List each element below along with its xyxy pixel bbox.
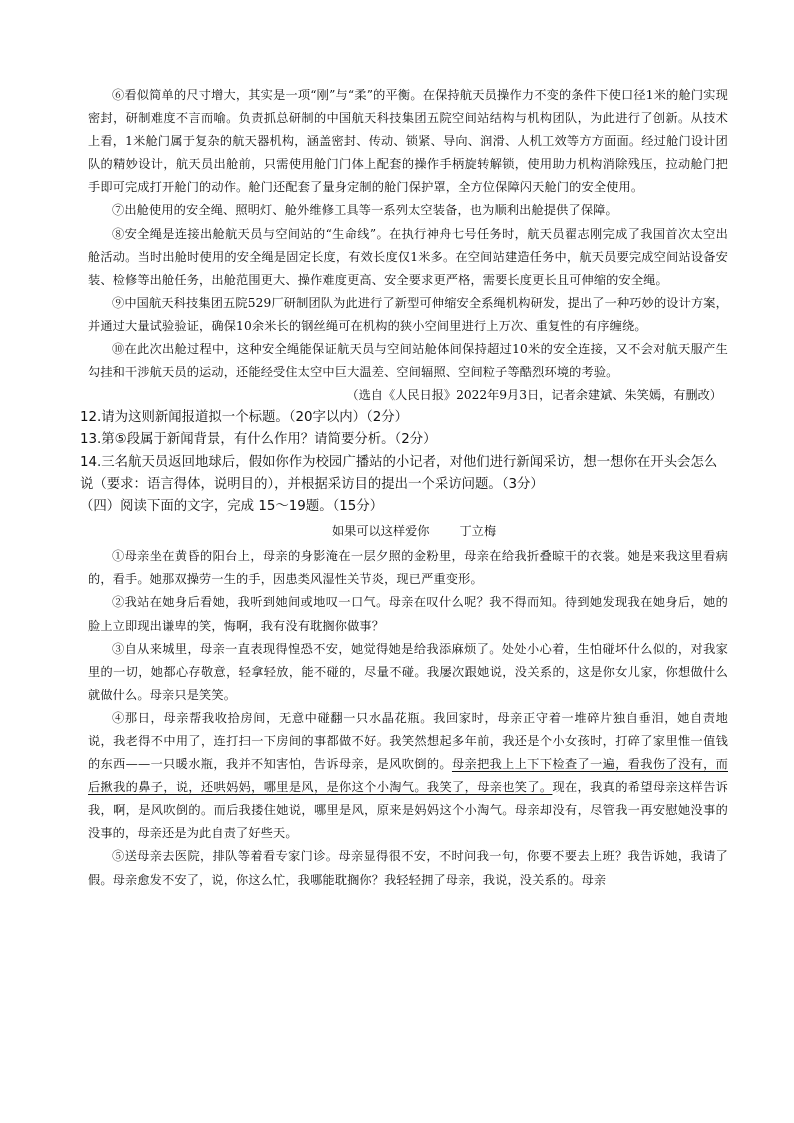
article-source: （选自《人民日报》2022年9月3日，记者余建斌、朱笑嫣，有删改） [346,388,722,403]
story-paragraph-4-start: ④那日，母亲帮我收拾房间，无意中碰翻一只水晶花瓶。我回家时，母亲正守着一堆碎片独自垂泪，她自责地说，我老得不中用了，连打扫一下房间的事都做不好。我笑然想起多年前，我还是个小女孩时，打碎了家里惟一值钱的东西——一只暖水瓶，我并不知害怕，告诉母亲，是风吹倒的。 [88,710,728,772]
story-paragraph-4-end: 现在，我真的希望母亲这样告诉我，啊，是风吹倒的。而后我搂住她说，哪里是风，原来是妈妈这个小淘气。母亲却没有，尽管我一再安慰她没事的没事的，母亲还是为此自责了好些天。 [88,780,728,841]
paragraph-7: ⑦出舱使用的安全绳、照明灯、舱外维修工具等一系列太空装备，也为顺利出舱提供了保障。 [112,203,618,218]
article-title-line [88,518,728,545]
question-12: 12.请为这则新闻报道拟一个标题。（20字以内）（2分） [80,410,409,426]
paragraph-9: ⑨中国航天科技集团五院529厂研制团队为此进行了新型可伸缩安全系绳机构研发，提出了一种巧妙的设计方案，并通过大量试验验证，确保10余米长的钢丝绳可在机构的狭小空间里进行上万次、重复性的有序缠绕。 [88,295,728,333]
article-author: 丁立梅 [459,524,497,539]
story-paragraph-5: ⑤送母亲去医院，排队等着看专家门诊。母亲显得很不安，不时问我一句，你要不要去上班？我告诉她，我请了假。母亲愈发不安了，说，你这么忙，我哪能耽搁你？我轻轻拥了母亲，我说，没关系的。母亲 [88,849,728,887]
story-paragraph-1: ①母亲坐在黄昏的阳台上，母亲的身影淹在一层夕照的金粉里，母亲在给我折叠晾干的衣裳。她是来我这里看病的，看手。她那双操劳一生的手，因患类风湿性关节炎，现已严重变形。 [88,549,728,587]
question-13: 13.第⑤段属于新闻背景，有什么作用？请简要分析。（2分） [80,432,437,448]
section-4-heading: （四）阅读下面的文字，完成 15～19题。（15分） [80,499,384,515]
article-title: 如果可以这样爱你 [331,524,430,539]
underlined-sentence: 母亲把我上上下下检查了一遍，看我伤了没有，而后揪我的鼻子，说，还哄妈妈，哪里是风，是你这个小淘气。我笑了，母亲也笑了。 [88,757,728,795]
story-paragraph-2: ②我站在她身后看她，我听到她间或地叹一口气。母亲在叹什么呢？我不得而知。待到她发现我在她身后，她的脸上立即现出谦卑的笑，悔啊，我有没有耽搁你做事？ [88,595,728,633]
paragraph-6: ⑥看似简单的尺寸增大，其实是一项“刚”与“柔”的平衡。在保持航天员操作力不变的条件下使口径1米的舱门实现密封，研制难度不言而喻。负责抓总研制的中国航天科技集团五院空间站结构与机构团队，为此进行了创新。从技术上看，1米舱门属于复杂的航天器机构，涵盖密封、传动、锁紧、导向、润滑、人机工效等方方面面。经过舱门设计团队的精妙设计，航天员出舱前，只需使用舱门门体上配套的操作手柄旋转解锁，使用助力机构消除残压，拉动舱门把手即可完成打开舱门的动作。舱门还配套了量身定制的舱门保护罩，全方位保障闪天舱门的安全使用。 [88,88,728,195]
story-paragraph-4 [88,707,728,846]
paragraph-8: ⑧安全绳是连接出舱航天员与空间站的“生命线”。在执行神舟七号任务时，航天员翟志刚完成了我国首次太空出舱活动。当时出舱时使用的安全绳是固定长度，有效长度仅1米多。在空间站建造任务中，航天员要完成空间站设备安装、检修等出舱任务，出舱范围更大、操作难度更高、安全要求更严格，需要长度更长且可伸缩的安全绳。 [88,226,728,287]
story-paragraph-3: ③自从来城里，母亲一直表现得惶恐不安，她觉得她是给我添麻烦了。处处小心着，生怕碰坏什么似的，对我家里的一切，她都心存敬意，轻拿轻放，能不碰的，尽量不碰。我屡次跟她说，没关系的，这是你女儿家，你想做什么就做什么。母亲只是笑笑。 [88,641,728,702]
question-14: 14.三名航天员返回地球后，假如你作为校园广播站的小记者，对他们进行新闻采访，想一想你在开头会怎么说（要求：语言得体，说明目的），并根据采访目的提出一个采访问题。（3分） [80,454,718,492]
paragraph-10: ⑩在此次出舱过程中，这种安全绳能保证航天员与空间站舱体间保持超过10米的安全连接，又不会对航天服产生勾挂和干涉航天员的运动，还能经受住太空中巨大温差、空间辐照、空间粒子等酷烈环境的考验。 [88,342,728,380]
